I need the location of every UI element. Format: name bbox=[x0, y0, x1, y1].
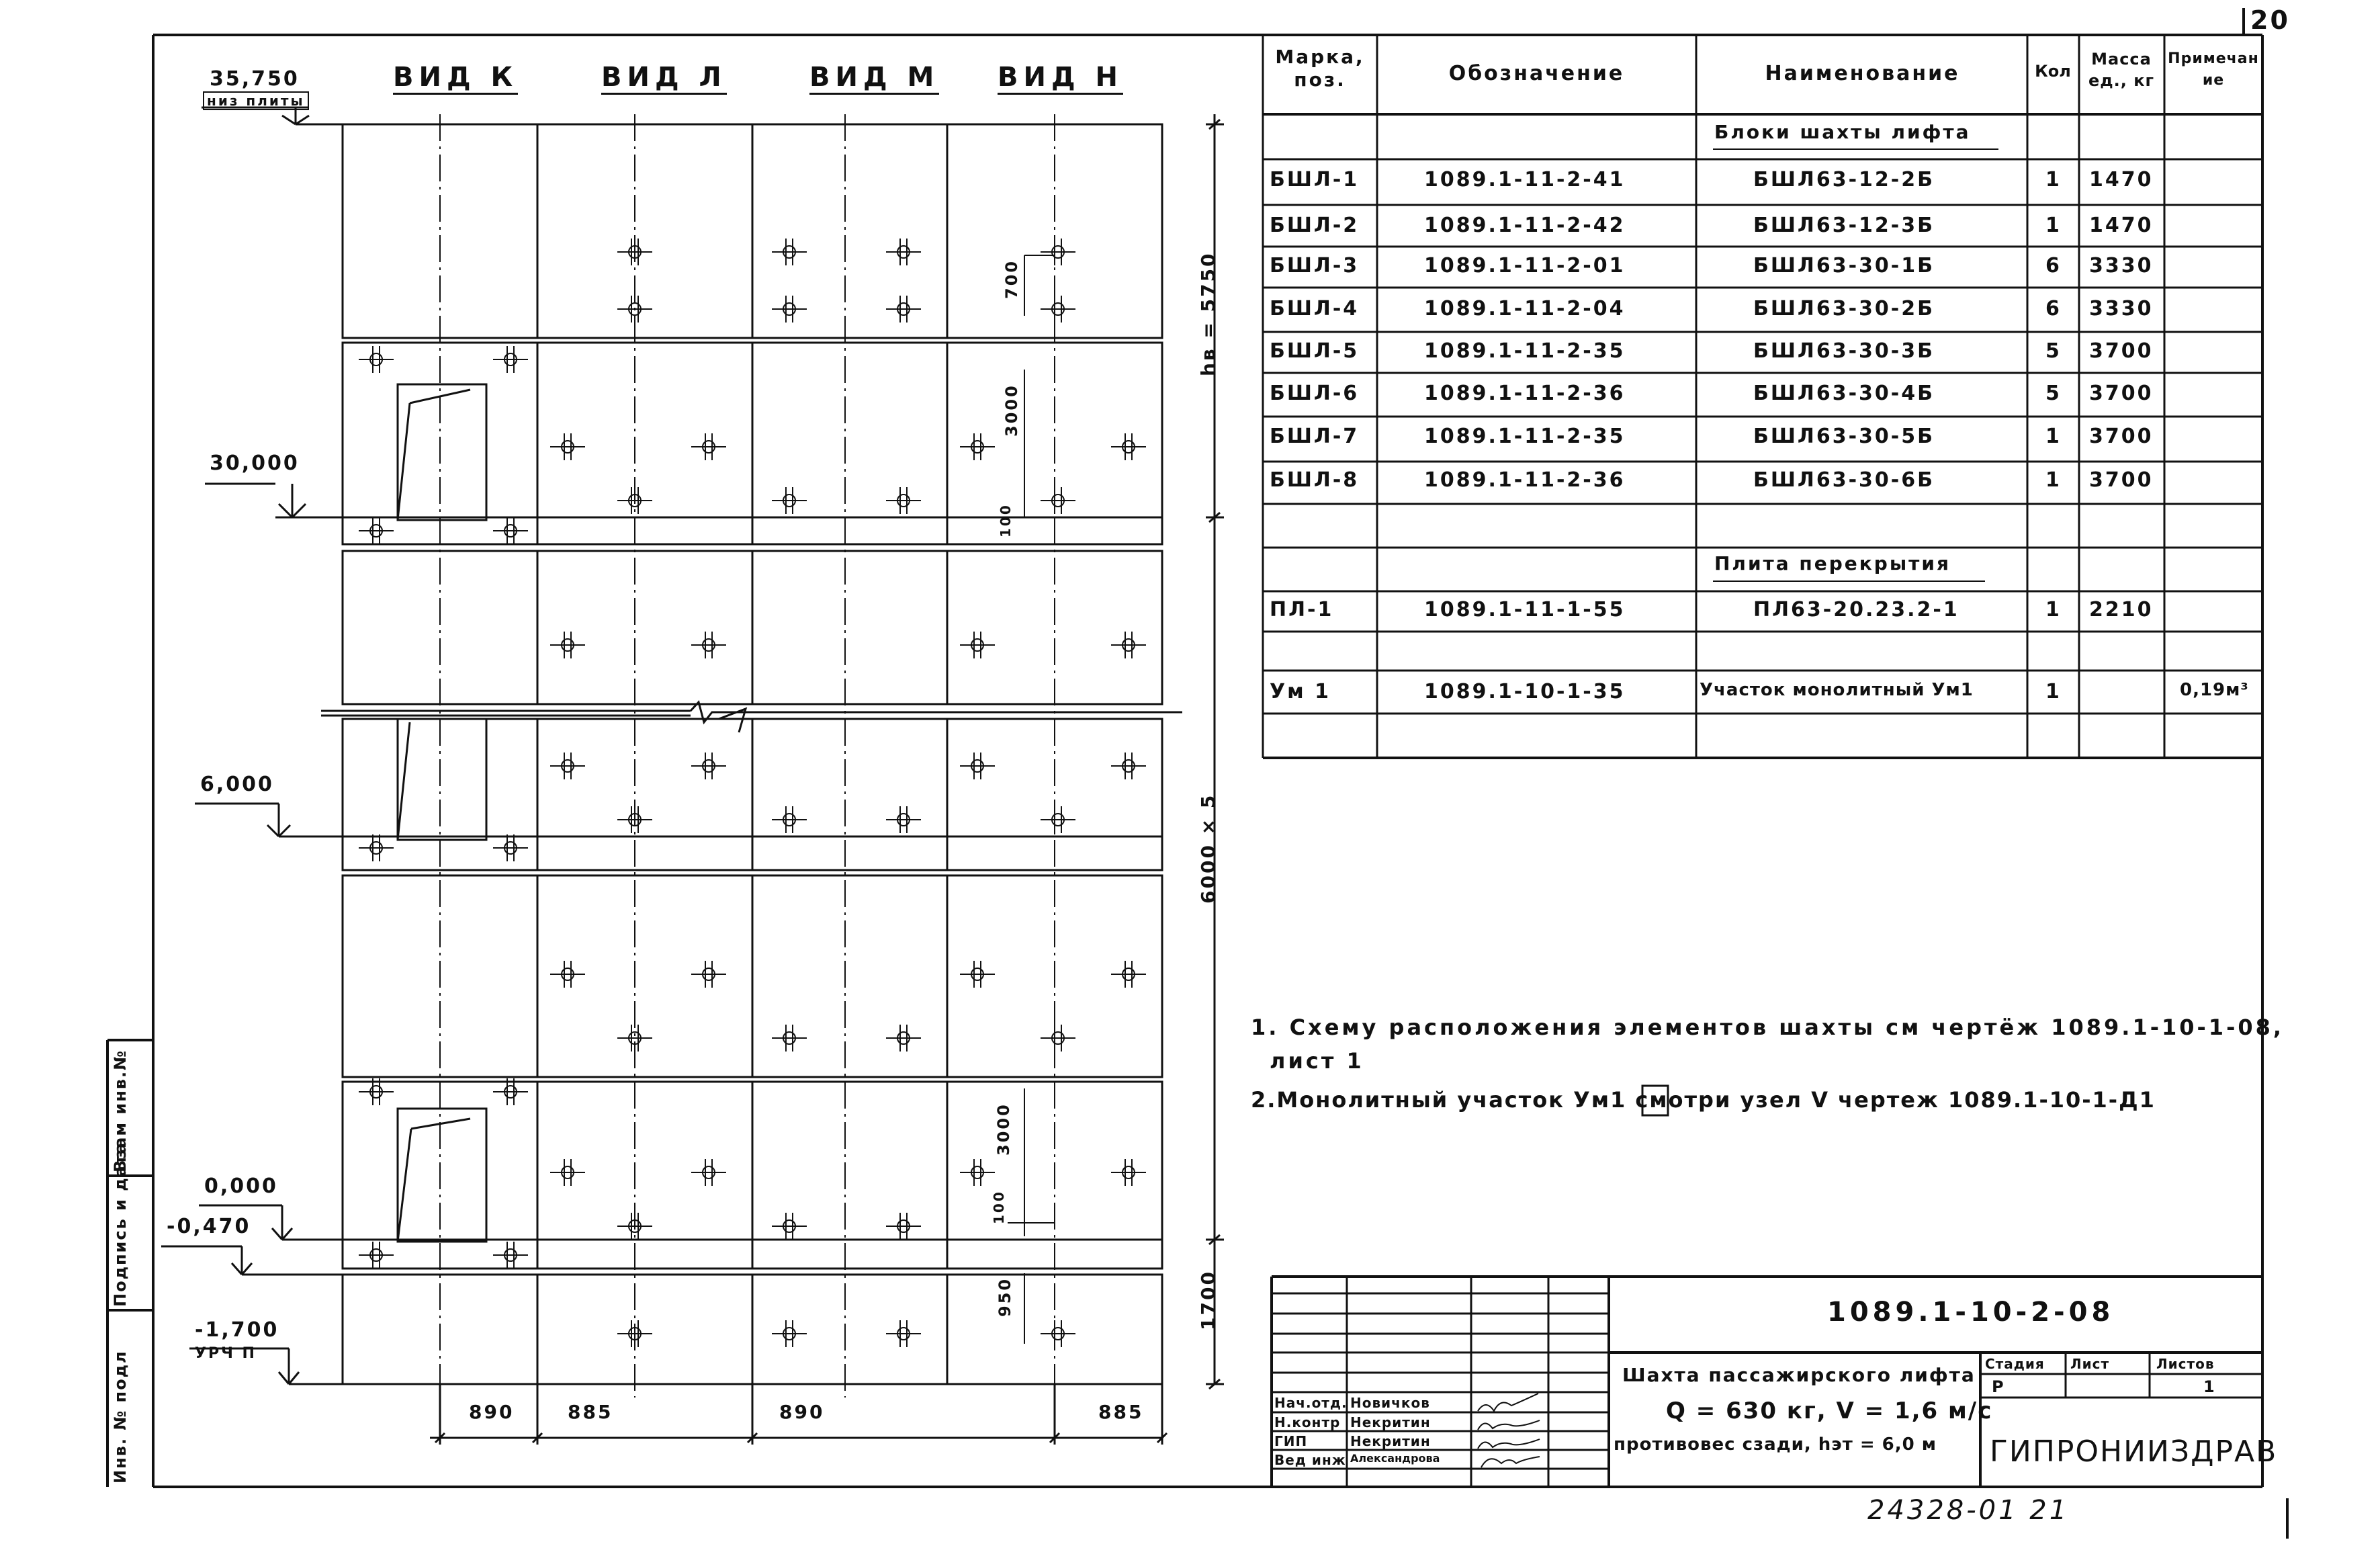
embedded-part-symbol bbox=[691, 433, 726, 460]
spec-cell-mass: 3700 bbox=[2089, 468, 2154, 492]
embedded-part-symbol bbox=[691, 753, 726, 779]
spec-cell-mark: БШЛ-3 bbox=[1270, 254, 1360, 277]
embedded-part-symbol bbox=[772, 1320, 807, 1347]
spec-cell-designation: 1089.1-11-2-42 bbox=[1424, 214, 1626, 237]
spec-cell-mass: 3700 bbox=[2089, 382, 2154, 405]
embedded-part-symbol bbox=[886, 487, 921, 514]
embedded-part-symbol bbox=[886, 239, 921, 265]
embedded-part-symbol bbox=[1041, 296, 1075, 323]
spec-cell-designation: 1089.1-11-2-36 bbox=[1424, 468, 1626, 492]
spec-header-qty: Кол bbox=[2035, 62, 2071, 81]
spec-cell-mass: 1470 bbox=[2089, 214, 2154, 237]
side-stamp-vzam: Взам инв.№ bbox=[111, 1049, 130, 1172]
title-sheet-label: Лист bbox=[2070, 1356, 2110, 1372]
sheet-corner-number: 20 bbox=[2250, 5, 2290, 35]
spec-cell-qty: 1 bbox=[2045, 598, 2062, 621]
spec-cell-mark: ПЛ-1 bbox=[1270, 598, 1334, 621]
spec-cell-mark: БШЛ-5 bbox=[1270, 339, 1360, 363]
embedded-part-symbol bbox=[1111, 1159, 1146, 1186]
view-label-n: ВИД Н bbox=[998, 62, 1123, 95]
spec-cell-mass: 3330 bbox=[2089, 297, 2154, 320]
embedded-part-symbol bbox=[960, 632, 995, 658]
level-mark-value: -0,470 bbox=[167, 1215, 251, 1238]
spec-header-designation: Обозначение bbox=[1448, 62, 1625, 85]
title-code: 1089.1-10-2-08 bbox=[1827, 1297, 2115, 1328]
title-sheets-label: Листов bbox=[2156, 1356, 2215, 1372]
embedded-part-symbol bbox=[1111, 753, 1146, 779]
block-row-1 bbox=[343, 124, 1162, 338]
spec-cell-name: ПЛ63-20.23.2-1 bbox=[1753, 598, 1959, 621]
spec-cell-name: Участок монолитный Ум1 bbox=[1700, 680, 1974, 700]
level-mark-value: 6,000 bbox=[200, 773, 274, 796]
spec-cell-qty: 1 bbox=[2045, 425, 2062, 448]
spec-cell-qty: 5 bbox=[2045, 382, 2062, 405]
dim-hb: hв = 5750 bbox=[1197, 251, 1219, 376]
embedded-part-symbol bbox=[772, 239, 807, 265]
embedded-part-symbol bbox=[886, 1025, 921, 1051]
title-line-3: противовес сзади, hэт = 6,0 м bbox=[1614, 1434, 1937, 1455]
spec-cell-qty: 6 bbox=[2045, 254, 2062, 277]
spec-header-mass: Масса ед., кг bbox=[2088, 50, 2155, 90]
spec-cell-mass: 2210 bbox=[2089, 598, 2154, 621]
embedded-part-symbol bbox=[960, 433, 995, 460]
spec-cell-mark: БШЛ-4 bbox=[1270, 297, 1360, 320]
embedded-part-symbol bbox=[1041, 1320, 1075, 1347]
title-sheets-value: 1 bbox=[2203, 1377, 2215, 1396]
level-mark-value: 35,750 bbox=[210, 67, 300, 91]
note-2: 2.Монолитный участок Ум1 смотри узел V чертеж 1089.1-10-1-Д1 bbox=[1251, 1087, 2156, 1113]
embedded-part-symbol bbox=[886, 296, 921, 323]
dim-bottom: 890 bbox=[469, 1401, 515, 1423]
spec-cell-mark: БШЛ-8 bbox=[1270, 468, 1360, 492]
spec-section-slab: Плита перекрытия bbox=[1714, 552, 1951, 574]
spec-header-name: Наименование bbox=[1765, 62, 1960, 85]
spec-cell-mass: 1470 bbox=[2089, 168, 2154, 191]
role-name: Некритин bbox=[1350, 1433, 1431, 1449]
embedded-part-symbol bbox=[772, 1025, 807, 1051]
spec-section-blocks: Блоки шахты лифта bbox=[1714, 121, 1971, 143]
dim-700: 700 bbox=[1002, 259, 1021, 299]
spec-header-mark: Марка, поз. bbox=[1275, 46, 1365, 91]
spec-cell-mass: 3700 bbox=[2089, 425, 2154, 448]
title-line-2: Q = 630 кг, V = 1,6 м/с bbox=[1666, 1398, 1993, 1424]
embedded-part-symbol bbox=[1041, 806, 1075, 833]
embedded-part-symbol bbox=[493, 517, 528, 544]
embedded-part-symbol bbox=[691, 1159, 726, 1186]
dim-floors: 6000 × 5 bbox=[1197, 793, 1219, 904]
role-label: ГИП bbox=[1274, 1433, 1308, 1449]
role-name: Александрова bbox=[1350, 1452, 1440, 1465]
embedded-part-symbol bbox=[1041, 1025, 1075, 1051]
role-label: Вед инж bbox=[1274, 1452, 1346, 1468]
spec-cell-mark: БШЛ-7 bbox=[1270, 425, 1360, 448]
block-row-5 bbox=[343, 875, 1162, 1077]
spec-cell-name: БШЛ63-30-2Б bbox=[1753, 297, 1935, 320]
embedded-part-symbol bbox=[493, 346, 528, 373]
embedded-part-symbol bbox=[886, 1213, 921, 1240]
embedded-part-symbol bbox=[550, 632, 585, 658]
embedded-part-symbol bbox=[1111, 961, 1146, 988]
role-label: Нач.отд. bbox=[1274, 1395, 1348, 1411]
embedded-part-symbol bbox=[691, 961, 726, 988]
embedded-part-symbol bbox=[772, 487, 807, 514]
spec-cell-designation: 1089.1-11-2-41 bbox=[1424, 168, 1626, 191]
spec-cell-designation: 1089.1-11-1-55 bbox=[1424, 598, 1626, 621]
embedded-part-symbol bbox=[772, 806, 807, 833]
embedded-part-symbol bbox=[359, 517, 394, 544]
dim-3000-bottom: 3000 bbox=[994, 1103, 1013, 1156]
spec-cell-mark: БШЛ-6 bbox=[1270, 382, 1360, 405]
dim-100-bottom: 100 bbox=[991, 1190, 1007, 1224]
embedded-part-symbol bbox=[1111, 433, 1146, 460]
level-mark-value: 0,000 bbox=[204, 1174, 278, 1198]
dim-pit: 1700 bbox=[1197, 1270, 1219, 1330]
note-1-cont: лист 1 bbox=[1270, 1048, 1364, 1074]
block-row-6 bbox=[343, 1082, 1162, 1269]
spec-cell-name: БШЛ63-30-4Б bbox=[1753, 382, 1935, 405]
embedded-part-symbol bbox=[550, 1159, 585, 1186]
spec-cell-designation: 1089.1-11-2-35 bbox=[1424, 425, 1626, 448]
embedded-part-symbol bbox=[550, 433, 585, 460]
block-row-2 bbox=[343, 343, 1162, 544]
embedded-part-symbol bbox=[493, 1242, 528, 1269]
embedded-part-symbol bbox=[886, 806, 921, 833]
embedded-part-symbol bbox=[772, 296, 807, 323]
title-org: ГИПРОНИИЗДРАВ bbox=[1990, 1434, 2278, 1469]
embedded-part-symbol bbox=[1111, 632, 1146, 658]
embedded-part-symbol bbox=[1041, 239, 1075, 265]
block-row-7 bbox=[343, 1275, 1162, 1384]
embedded-part-symbol bbox=[960, 961, 995, 988]
spec-cell-name: БШЛ63-30-1Б bbox=[1753, 254, 1935, 277]
level-mark-value: 30,000 bbox=[210, 452, 300, 475]
embedded-part-symbol bbox=[359, 834, 394, 861]
embedded-part-symbol bbox=[359, 1242, 394, 1269]
note-1: 1. Схему расположения элементов шахты см чертёж 1089.1-10-1-08, bbox=[1251, 1015, 2285, 1040]
embedded-part-symbol bbox=[493, 834, 528, 861]
title-stage-value: Р bbox=[1992, 1377, 2004, 1396]
spec-cell-qty: 1 bbox=[2045, 680, 2062, 703]
embedded-part-symbol bbox=[550, 961, 585, 988]
embedded-part-symbol bbox=[1041, 487, 1075, 514]
role-name: Некритин bbox=[1350, 1414, 1431, 1430]
view-label-k: ВИД К bbox=[393, 62, 518, 95]
dim-bottom: 885 bbox=[1098, 1401, 1144, 1423]
spec-cell-designation: 1089.1-11-2-04 bbox=[1424, 297, 1626, 320]
spec-cell-name: БШЛ63-12-3Б bbox=[1753, 214, 1935, 237]
embedded-part-symbol bbox=[359, 346, 394, 373]
side-stamp-podpis: Подпись и дата bbox=[111, 1142, 130, 1307]
spec-cell-designation: 1089.1-11-2-35 bbox=[1424, 339, 1626, 363]
dim-3000-top: 3000 bbox=[1002, 384, 1021, 437]
embedded-part-symbol bbox=[691, 632, 726, 658]
title-stage-label: Стадия bbox=[1985, 1356, 2045, 1372]
spec-cell-qty: 1 bbox=[2045, 168, 2062, 191]
role-name: Новичков bbox=[1350, 1395, 1430, 1411]
dim-100-top: 100 bbox=[998, 503, 1014, 538]
embedded-part-symbol bbox=[550, 753, 585, 779]
spec-cell-mark: Ум 1 bbox=[1270, 680, 1331, 703]
spec-cell-qty: 6 bbox=[2045, 297, 2062, 320]
spec-cell-mass: 3330 bbox=[2089, 254, 2154, 277]
level-mark-sub: низ плиты bbox=[203, 91, 309, 110]
level-mark-sub: УРЧ П bbox=[195, 1345, 257, 1362]
door-opening bbox=[398, 384, 486, 1242]
view-label-m: ВИД М bbox=[809, 62, 939, 95]
title-line-1: Шахта пассажирского лифта bbox=[1622, 1364, 1976, 1386]
spec-cell-mass: 3700 bbox=[2089, 339, 2154, 363]
spec-cell-name: БШЛ63-12-2Б bbox=[1753, 168, 1935, 191]
embedded-part-symbol bbox=[772, 1213, 807, 1240]
dim-bottom: 890 bbox=[779, 1401, 825, 1423]
level-mark-value: -1,700 bbox=[195, 1318, 279, 1342]
spec-cell-designation: 1089.1-10-1-35 bbox=[1424, 680, 1626, 703]
spec-cell-name: БШЛ63-30-5Б bbox=[1753, 425, 1935, 448]
axis-lines bbox=[440, 114, 1055, 1398]
spec-cell-name: БШЛ63-30-6Б bbox=[1753, 468, 1935, 492]
spec-cell-qty: 1 bbox=[2045, 468, 2062, 492]
spec-cell-mark: БШЛ-2 bbox=[1270, 214, 1360, 237]
embedded-part-symbol bbox=[960, 1159, 995, 1186]
spec-header-note: Примечание bbox=[2168, 50, 2259, 89]
spec-cell-designation: 1089.1-11-2-36 bbox=[1424, 382, 1626, 405]
spec-cell-name: БШЛ63-30-3Б bbox=[1753, 339, 1935, 363]
embedded-part-symbol bbox=[960, 753, 995, 779]
spec-cell-note: 0,19м³ bbox=[2180, 680, 2249, 700]
view-label-l: ВИД Л bbox=[601, 62, 727, 95]
spec-cell-qty: 5 bbox=[2045, 339, 2062, 363]
role-label: Н.контр bbox=[1274, 1414, 1341, 1430]
spec-cell-mark: БШЛ-1 bbox=[1270, 168, 1360, 191]
block-row-4 bbox=[343, 719, 1162, 870]
spec-cell-designation: 1089.1-11-2-01 bbox=[1424, 254, 1626, 277]
dim-bottom: 885 bbox=[568, 1401, 613, 1423]
dim-950: 950 bbox=[996, 1277, 1014, 1317]
embedded-part-symbol bbox=[886, 1320, 921, 1347]
footer-stamp: 24328-01 21 bbox=[1867, 1495, 2070, 1526]
block-row-3 bbox=[343, 551, 1162, 704]
spec-cell-qty: 1 bbox=[2045, 214, 2062, 237]
side-stamp-inv-podl: Инв. № подл bbox=[111, 1350, 130, 1484]
